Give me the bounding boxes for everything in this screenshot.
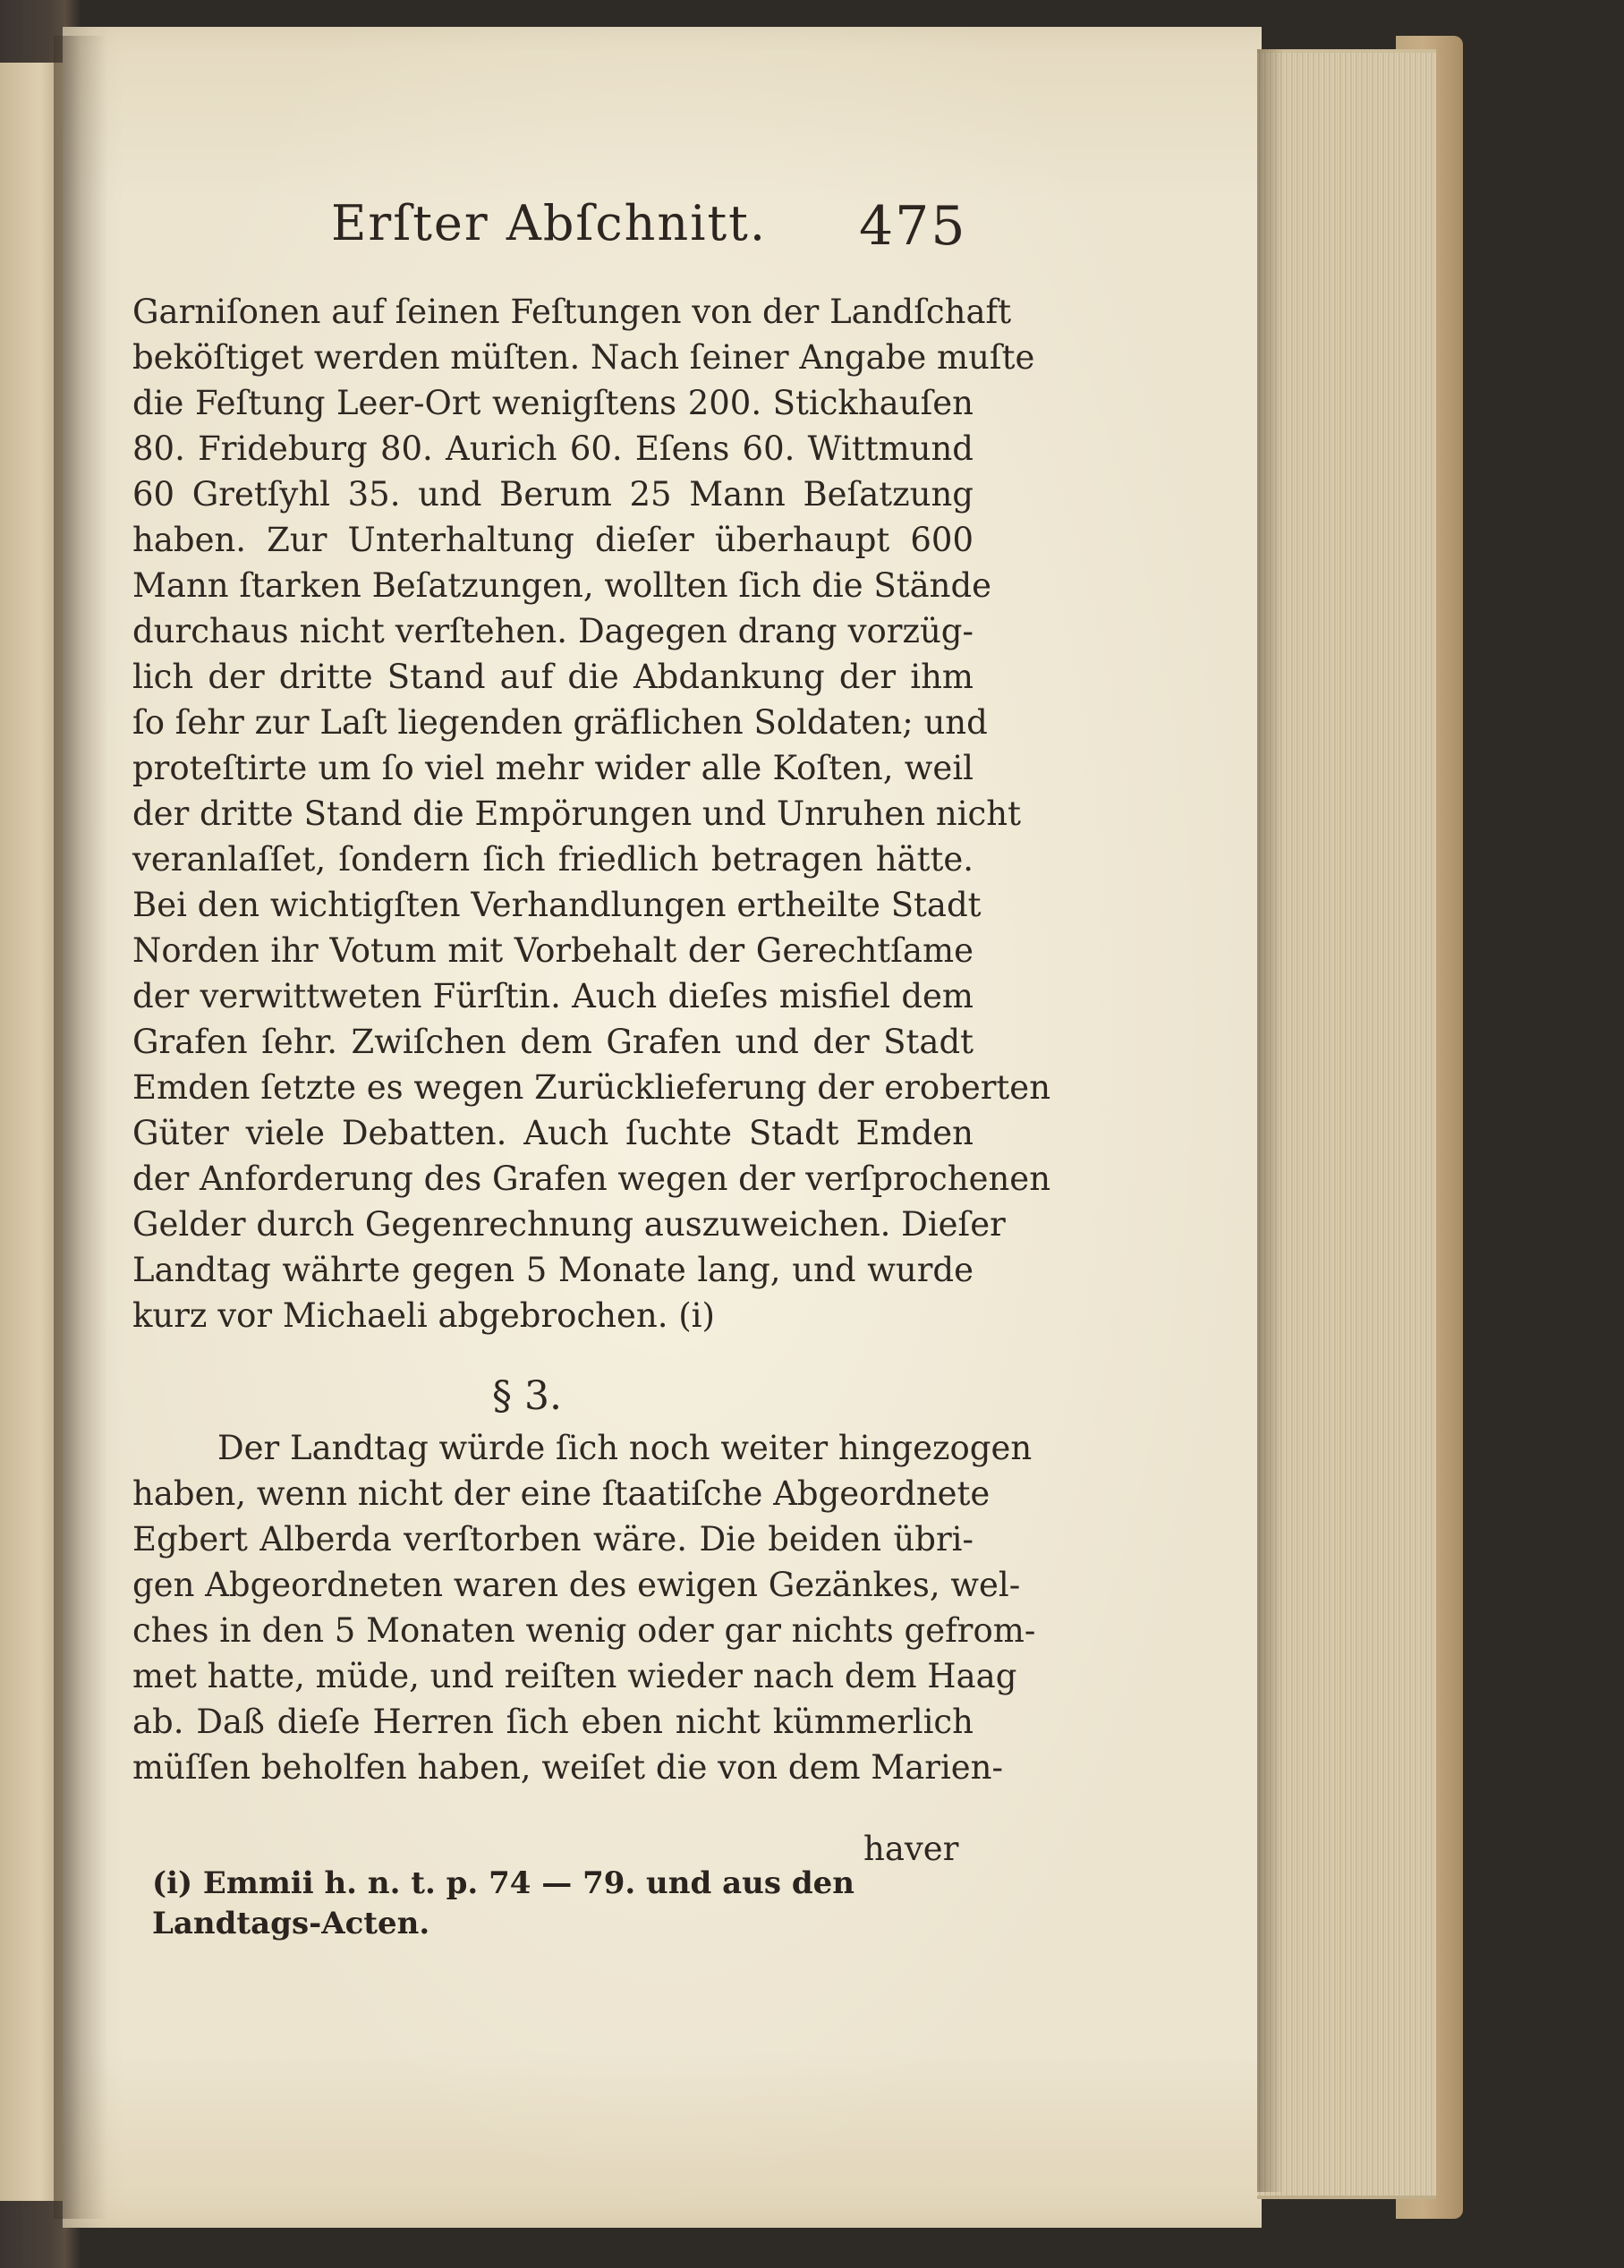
text-line: beköſtiget werden müſten. Nach ſeiner Angabe muſte (132, 338, 1035, 377)
text-line: kurz vor Michaeli abgebrochen. (i) (132, 1296, 715, 1335)
catchword: haver (863, 1830, 959, 1868)
text-line: 80. Frideburg 80. Aurich 60. Eſens 60. Wittmund (132, 429, 974, 468)
text-line: Grafen ſehr. Zwiſchen dem Grafen und der Stadt (132, 1023, 974, 1061)
text-line: Garniſonen auf ſeinen Feſtungen von der Landſchaft (132, 293, 1012, 331)
text-line: der dritte Stand die Empörungen und Unruhen nicht (132, 794, 1021, 833)
text-line: Bei den wichtigſten Verhandlungen ertheilte Stadt (132, 886, 982, 924)
section-heading: § 3. (492, 1373, 562, 1419)
text-line: lich der dritte Stand auf die Abdankung der ihm (132, 658, 974, 696)
text-line: haben, wenn nicht der eine ſtaatiſche Abgeordnete (132, 1474, 991, 1513)
text-line: veranlaſſet, ſondern ſich friedlich betragen hätte. (132, 840, 974, 879)
text-line: proteſtirte um ſo viel mehr wider alle Koſten, weil (132, 749, 974, 787)
page-stack-shadow (1257, 49, 1284, 2192)
text-line: Gelder durch Gegenrechnung auszuweichen. Dieſer (132, 1205, 1006, 1244)
footnote-line: (i) Emmii h. n. t. p. 74 — 79. und aus den (152, 1865, 855, 1901)
text-line: durchaus nicht verſtehen. Dagegen drang vorzüg- (132, 612, 974, 650)
page-number: 475 (859, 195, 967, 258)
page-stack-edges (1257, 49, 1436, 2199)
text-line: Der Landtag würde ſich noch weiter hingezogen (217, 1429, 1033, 1467)
text-line: Emden ſetzte es wegen Zurücklieferung der eroberten (132, 1068, 1051, 1107)
running-head: Erſter Abſchnitt. (331, 195, 768, 251)
text-line: 60 Gretſyhl 35. und Berum 25 Mann Beſatzung (132, 475, 974, 514)
text-line: Güter viele Debatten. Auch ſuchte Stadt Emden (132, 1114, 974, 1152)
book-gutter (54, 36, 107, 2219)
footnote-line: Landtags-Acten. (152, 1906, 430, 1941)
text-line: ab. Daß dieſe Herren ſich eben nicht kümmerlich (132, 1703, 974, 1741)
text-line: Norden ihr Votum mit Vorbehalt der Gerechtſame (132, 931, 974, 970)
text-line: der verwittweten Fürſtin. Auch dieſes misfiel dem (132, 977, 974, 1015)
text-line: Mann ſtarken Beſatzungen, wollten ſich die Stände (132, 566, 992, 605)
text-line: müſſen beholfen haben, weiſet die von dem Marien- (132, 1748, 1004, 1787)
text-line: Landtag währte gegen 5 Monate lang, und wurde (132, 1251, 974, 1289)
text-line: Egbert Alberda verſtorben wäre. Die beiden übri- (132, 1520, 974, 1559)
text-line: die Feſtung Leer-Ort wenigſtens 200. Stickhauſen (132, 384, 974, 422)
text-line: ſo ſehr zur Laſt liegenden gräflichen Soldaten; und (132, 703, 988, 742)
text-line: gen Abgeordneten waren des ewigen Gezänkes, wel- (132, 1566, 1021, 1604)
text-line: haben. Zur Unterhaltung dieſer überhaupt 600 (132, 521, 974, 559)
text-line: der Anforderung des Grafen wegen der verſprochenen (132, 1159, 1051, 1198)
text-line: ches in den 5 Monaten wenig oder gar nichts gefrom- (132, 1611, 1036, 1650)
text-line: met hatte, müde, und reiſten wieder nach dem Haag (132, 1657, 1017, 1695)
